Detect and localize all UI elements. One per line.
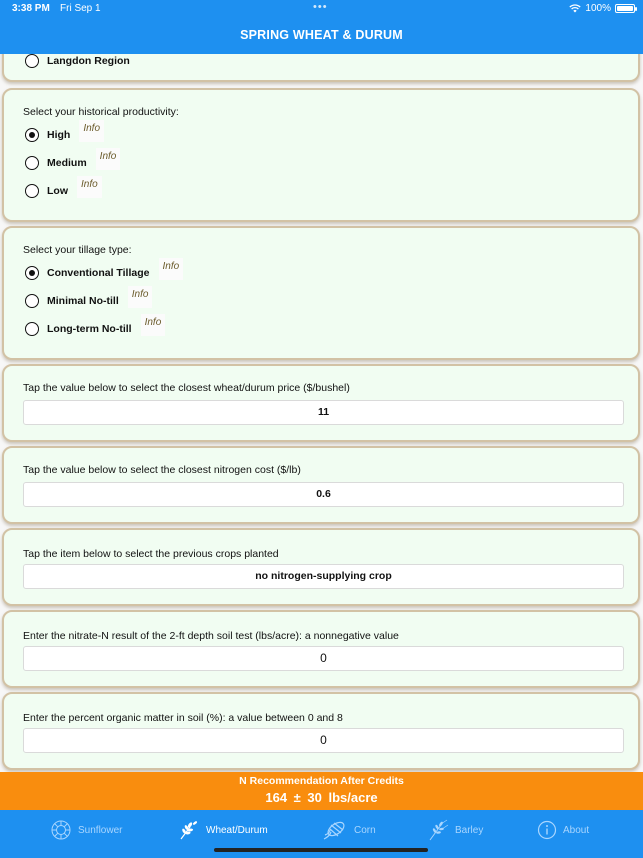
corn-icon (322, 819, 348, 841)
info-link[interactable]: Info (159, 258, 184, 280)
previous-crops-picker[interactable]: no nitrogen-supplying crop (23, 564, 624, 589)
radio-button[interactable] (25, 294, 39, 308)
home-indicator[interactable] (214, 848, 428, 852)
price-value-picker[interactable]: 11 (23, 400, 624, 425)
radio-button[interactable] (25, 322, 39, 336)
scroll-content[interactable] (0, 54, 643, 772)
tab-wheat-durum[interactable] (178, 818, 268, 842)
recommendation-title: N Recommendation After Credits (239, 775, 404, 787)
region-card (2, 54, 640, 82)
price-label: Tap the value below to select the closest wheat/durum price ($/bushel) (23, 382, 350, 394)
tab-corn[interactable] (322, 818, 376, 842)
radio-button[interactable] (25, 128, 39, 142)
battery-percent: 100% (585, 3, 611, 14)
info-link[interactable]: Info (128, 286, 153, 308)
radio-langdon-region[interactable] (25, 54, 130, 72)
radio-label: Minimal No-till (47, 295, 119, 307)
tab-label: Sunflower (78, 824, 123, 836)
wifi-icon (569, 4, 581, 13)
sunflower-icon (50, 819, 72, 841)
organic-matter-input[interactable]: 0 (23, 728, 624, 753)
tab-label: Wheat/Durum (206, 824, 268, 836)
nitrogen-cost-label: Tap the value below to select the closest nitrogen cost ($/lb) (23, 464, 301, 476)
previous-crops-label: Tap the item below to select the previous crops planted (23, 548, 279, 560)
nitrogen-cost-card (2, 446, 640, 524)
tab-label: Corn (354, 824, 376, 836)
info-link[interactable]: Info (141, 314, 166, 336)
radio-label: Medium (47, 157, 87, 169)
radio-label: High (47, 129, 71, 141)
battery-icon (615, 4, 635, 13)
radio-productivity-high[interactable] (25, 124, 104, 146)
info-link[interactable]: Info (96, 148, 121, 170)
radio-label: Low (47, 185, 68, 197)
tab-barley[interactable] (427, 818, 483, 842)
top-bar (0, 0, 643, 54)
radio-button[interactable] (25, 184, 39, 198)
soil-test-label: Enter the nitrate-N result of the 2-ft depth soil test (lbs/acre): a nonnegative value (23, 630, 399, 642)
previous-crops-card (2, 528, 640, 606)
info-link[interactable]: Info (77, 176, 102, 198)
organic-matter-label: Enter the percent organic matter in soil (%): a value between 0 and 8 (23, 712, 343, 724)
organic-matter-card (2, 692, 640, 770)
radio-label: Long-term No-till (47, 323, 132, 335)
tillage-card (2, 226, 640, 360)
radio-tillage-conventional[interactable] (25, 262, 183, 284)
price-card (2, 364, 640, 442)
productivity-label: Select your historical productivity: (23, 106, 179, 118)
multitasking-dots-icon[interactable]: ••• (313, 1, 328, 13)
wheat-icon (178, 819, 200, 841)
status-right (569, 3, 635, 14)
status-date: Fri Sep 1 (60, 3, 101, 14)
tab-about[interactable] (537, 818, 589, 842)
radio-tillage-minimal[interactable] (25, 290, 152, 312)
productivity-card (2, 88, 640, 222)
tab-label: About (563, 824, 590, 836)
recommendation-bar (0, 772, 643, 810)
info-circle-icon (537, 820, 557, 840)
barley-icon (427, 819, 449, 841)
radio-button[interactable] (25, 54, 39, 68)
radio-productivity-low[interactable] (25, 180, 102, 202)
radio-label: Conventional Tillage (47, 267, 150, 279)
radio-productivity-medium[interactable] (25, 152, 120, 174)
status-time: 3:38 PM (12, 3, 50, 14)
nitrogen-cost-picker[interactable]: 0.6 (23, 482, 624, 507)
info-link[interactable]: Info (79, 120, 104, 142)
radio-tillage-long-term[interactable] (25, 318, 165, 340)
tab-sunflower[interactable] (50, 818, 122, 842)
radio-button[interactable] (25, 266, 39, 280)
radio-label: Langdon Region (47, 55, 130, 67)
soil-test-input[interactable]: 0 (23, 646, 624, 671)
tab-label: Barley (455, 824, 484, 836)
page-title: SPRING WHEAT & DURUM (240, 28, 403, 42)
tillage-label: Select your tillage type: (23, 244, 132, 256)
soil-test-card (2, 610, 640, 688)
radio-button[interactable] (25, 156, 39, 170)
recommendation-value: 164 ± 30 lbs/acre (265, 790, 378, 805)
